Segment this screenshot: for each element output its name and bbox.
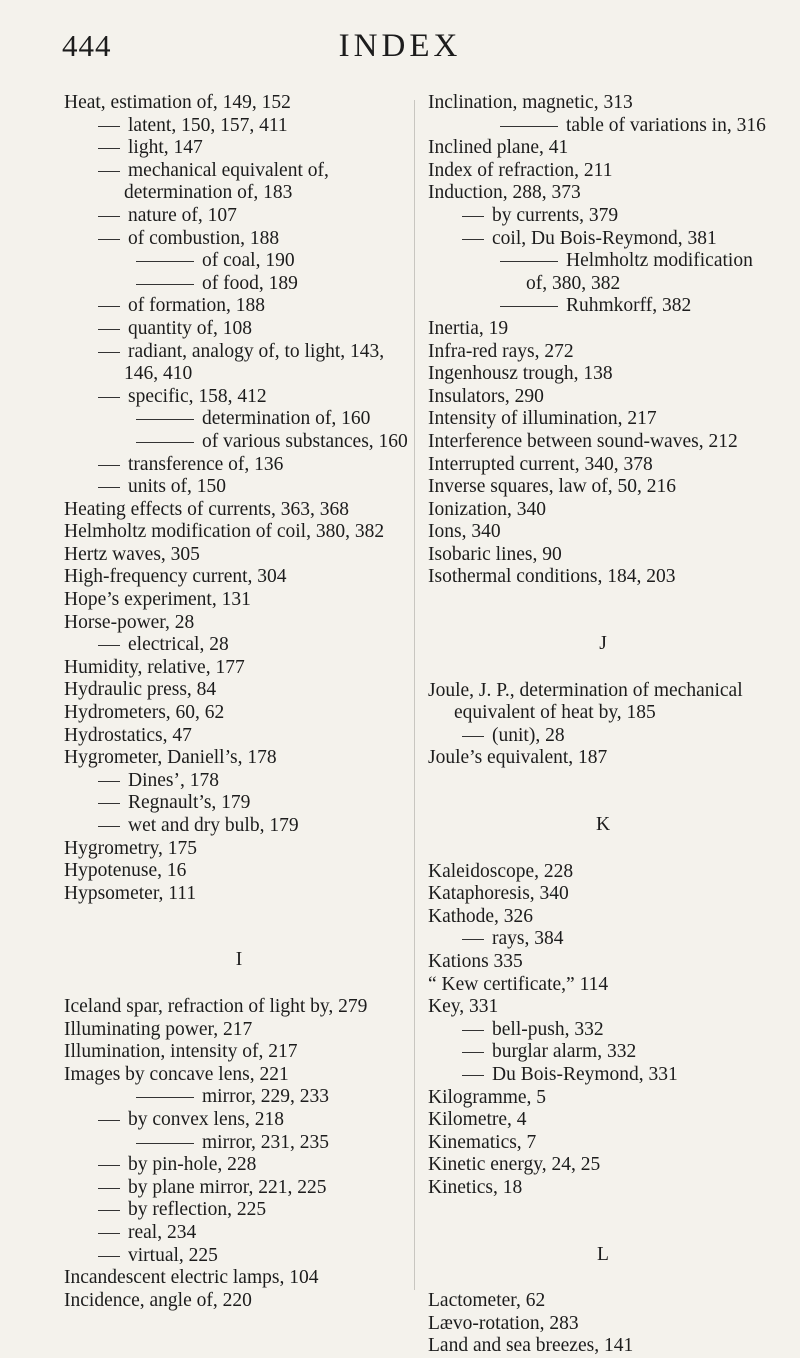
ditto-dash [98,318,128,341]
entry-text: Inverse squares, law of, 50, 216 [428,476,677,498]
ditto-dash [136,1086,202,1109]
entry-text: Intensity of illumination, 217 [428,408,657,430]
entry-text: wet and dry bulb, 179 [128,815,299,836]
index-subentry [64,1245,414,1268]
index-entry [64,1041,414,1064]
entry-text: Hydraulic press, 84 [64,679,217,701]
index-column-left [64,92,414,1312]
index-entry [428,544,778,567]
entry-text: Ions, 340 [428,521,501,543]
section-letter: I [235,949,243,971]
index-subentry [428,115,778,138]
entry-text: Joule, J. P., determination of mechanical equivalent of heat by, 185 [428,679,743,724]
index-entry [64,725,414,748]
index-entry [428,318,778,341]
index-entry [428,137,778,160]
ditto-dash [98,770,128,793]
ditto-dash [98,228,128,251]
entry-text: radiant, analogy of, to light, 143, 146, 410 [124,340,385,385]
entry-text: (unit), 28 [492,724,565,746]
ditto-dash [462,1064,492,1087]
ditto-dash [98,1154,128,1177]
entry-text: Regnault’s, 179 [128,792,251,814]
section-letter: J [599,633,607,655]
index-subentry [428,205,778,228]
ditto-dash [98,815,128,838]
index-subentry [64,792,414,815]
index-entry [428,747,778,770]
entry-text: Images by concave lens, 221 [64,1063,289,1085]
entry-text: of various substances, 160 [202,430,408,452]
index-entry [64,838,414,861]
entry-text: Kataphoresis, 340 [428,883,569,905]
entry-text: Horse-power, 28 [64,611,195,633]
index-subentry [64,408,414,431]
index-entry [428,182,778,205]
index-subentry [64,228,414,251]
index-subentry [428,1019,778,1042]
entry-text: Interference between sound-waves, 212 [428,430,738,452]
index-entry [64,612,414,635]
entry-text: of combustion, 188 [128,227,280,249]
entry-text: High-frequency current, 304 [64,566,287,588]
index-entry [64,92,414,115]
entry-text: mirror, 229, 233 [202,1086,330,1108]
ditto-dash [98,160,128,183]
index-entry [428,1132,778,1155]
page-number: 444 [62,28,112,63]
index-subentry [428,725,778,748]
entry-text: Key, 331 [428,996,499,1018]
index-entry [428,1313,778,1336]
ditto-dash [98,476,128,499]
index-entry [64,544,414,567]
index-entry [64,1019,414,1042]
ditto-dash [462,1019,492,1042]
entry-text: nature of, 107 [128,204,237,226]
ditto-dash [500,250,566,273]
entry-text: Kinetic energy, 24, 25 [428,1154,601,1176]
index-subentry [428,1064,778,1087]
index-entry [64,996,414,1019]
entry-text: Joule’s equivalent, 187 [428,747,608,769]
ditto-dash [98,792,128,815]
entry-text: Incidence, angle of, 220 [64,1289,252,1311]
ditto-dash [98,137,128,160]
ditto-dash [136,431,202,454]
entry-text: Kaleidoscope, 228 [428,860,574,882]
index-entry [64,521,414,544]
index-subentry [64,634,414,657]
index-entry [428,386,778,409]
index-subentry [64,1109,414,1132]
entry-text: units of, 150 [128,476,227,498]
ditto-dash [98,1222,128,1245]
index-entry [64,589,414,612]
index-subentry [64,1177,414,1200]
entry-text: electrical, 28 [128,634,229,656]
entry-text: Inclination, magnetic, 313 [428,92,633,113]
entry-text: Isobaric lines, 90 [428,543,562,565]
entry-text: Hypsometer, 111 [64,882,197,904]
index-entry [64,1064,414,1087]
entry-text: Lactometer, 62 [428,1290,546,1312]
entry-text: Heating effects of currents, 363, 368 [64,498,350,520]
index-subentry [64,815,414,838]
entry-text: mechanical equivalent of, determination of, 183 [124,159,329,204]
entry-text: Hope’s experiment, 131 [64,589,251,611]
entry-text: coil, Du Bois-Reymond, 381 [492,227,717,249]
index-subentry [64,137,414,160]
entry-text: bell-push, 332 [492,1018,604,1040]
ditto-dash [98,1245,128,1268]
entry-text: Dines’, 178 [128,769,219,791]
index-entry [428,974,778,997]
ditto-dash [98,454,128,477]
entry-text: Hydrostatics, 47 [64,724,192,746]
index-subentry [64,476,414,499]
ditto-dash [500,295,566,318]
entry-text: Lævo-rotation, 283 [428,1312,579,1334]
entry-text: of formation, 188 [128,295,266,317]
index-entry [64,747,414,770]
index-subentry [64,1199,414,1222]
ditto-dash [136,408,202,431]
index-column-right [428,92,778,1358]
index-entry [64,702,414,725]
entry-text: Kinetics, 18 [428,1176,523,1198]
entry-text: transference of, 136 [128,453,284,475]
entry-text: burglar alarm, 332 [492,1041,637,1063]
index-entry [428,996,778,1019]
entry-text: rays, 384 [492,928,564,950]
index-entry [428,499,778,522]
entry-text: Helmholtz modification of, 380, 382 [526,250,753,294]
index-entry [64,499,414,522]
entry-text: determination of, 160 [202,408,371,430]
index-entry [428,680,778,725]
entry-text: of food, 189 [202,272,298,294]
index-subentry [428,1041,778,1064]
index-entry [428,92,778,115]
entry-text: by currents, 379 [492,204,619,226]
index-subentry [64,250,414,273]
entry-text: Infra-red rays, 272 [428,340,574,362]
entry-text: by convex lens, 218 [128,1108,284,1130]
page-header [0,28,800,78]
index-entry [428,1154,778,1177]
index-entry [428,883,778,906]
entry-text: by pin-hole, 228 [128,1154,257,1176]
entry-text: Illuminating power, 217 [64,1018,253,1040]
index-entry [64,679,414,702]
index-subentry [64,273,414,296]
entry-text: Hypotenuse, 16 [64,860,187,882]
entry-text: Index of refraction, 211 [428,159,613,181]
index-entry [64,1267,414,1290]
index-entry [428,1109,778,1132]
index-subentry [64,386,414,409]
ditto-dash [98,115,128,138]
entry-text: by reflection, 225 [128,1199,267,1221]
entry-text: virtual, 225 [128,1244,218,1266]
entry-text: Ionization, 340 [428,498,547,520]
entry-text: Helmholtz modification of coil, 380, 382 [64,521,385,543]
ditto-dash [98,1199,128,1222]
index-entry [428,454,778,477]
entry-text: of coal, 190 [202,250,295,272]
index-subentry [428,928,778,951]
entry-text: Incandescent electric lamps, 104 [64,1267,319,1289]
entry-text: “ Kew certificate,” 114 [428,973,609,995]
index-entry [428,160,778,183]
index-entry [428,476,778,499]
entry-text: Inclined plane, 41 [428,137,569,159]
index-entry [64,566,414,589]
index-subentry [64,160,414,205]
entry-text: Inertia, 19 [428,317,509,339]
ditto-dash [462,228,492,251]
entry-text: real, 234 [128,1221,197,1243]
index-subentry [64,295,414,318]
index-entry [428,906,778,929]
index-entry [428,861,778,884]
entry-text: table of variations in, 316 [566,114,766,136]
entry-text: Heat, estimation of, 149, 152 [64,92,291,113]
entry-text: Iceland spar, refraction of light by, 279 [64,995,368,1017]
entry-text: Hydrometers, 60, 62 [64,702,225,724]
entry-text: Hygrometer, Daniell’s, 178 [64,747,277,769]
index-subentry [64,1222,414,1245]
ditto-dash [98,634,128,657]
ditto-dash [462,1041,492,1064]
ditto-dash [98,205,128,228]
entry-text: Du Bois-Reymond, 331 [492,1063,678,1085]
index-subentry [64,1154,414,1177]
entry-text: Ingenhousz trough, 138 [428,363,613,385]
index-entry [428,341,778,364]
index-subentry [428,295,778,318]
index-entry [428,408,778,431]
entry-text: Kinematics, 7 [428,1131,537,1153]
ditto-dash [462,928,492,951]
entry-text: mirror, 231, 235 [202,1131,330,1153]
entry-text: by plane mirror, 221, 225 [128,1176,327,1198]
entry-text: Kations 335 [428,951,523,972]
index-subentry [64,341,414,386]
entry-text: Hygrometry, 175 [64,837,198,859]
entry-text: Induction, 288, 373 [428,182,581,204]
index-subentry [64,1132,414,1155]
ditto-dash [98,1177,128,1200]
ditto-dash [500,115,566,138]
ditto-dash [98,1109,128,1132]
index-entry [64,657,414,680]
index-subentry [64,205,414,228]
entry-text: specific, 158, 412 [128,385,267,407]
index-entry [428,566,778,589]
ditto-dash [98,386,128,409]
entry-text: quantity of, 108 [128,317,253,339]
ditto-dash [98,341,128,364]
index-entry [428,1087,778,1110]
section-letter: K [595,814,611,836]
ditto-dash [136,1132,202,1155]
index-subentry [64,454,414,477]
ditto-dash [462,205,492,228]
entry-text: Illumination, intensity of, 217 [64,1041,298,1063]
index-entry [428,1290,778,1313]
index-entry [64,860,414,883]
entry-text: Isothermal conditions, 184, 203 [428,566,676,588]
index-entry [428,1335,778,1358]
index-entry [64,883,414,906]
entry-text: Ruhmkorff, 382 [566,295,692,317]
index-entry [428,1177,778,1200]
index-subentry [64,1086,414,1109]
index-subentry [64,318,414,341]
index-subentry [428,250,778,295]
entry-text: light, 147 [128,137,203,159]
index-entry [428,521,778,544]
entry-text: Kilogramme, 5 [428,1086,547,1108]
index-subentry [428,228,778,251]
index-subentry [64,770,414,793]
index-entry [428,363,778,386]
index-subentry [64,431,414,454]
ditto-dash [98,295,128,318]
entry-text: Insulators, 290 [428,385,544,407]
entry-text: Kilometre, 4 [428,1109,527,1131]
index-entry [64,1290,414,1313]
index-subentry [64,115,414,138]
ditto-dash [136,250,202,273]
page-title: INDEX [338,28,462,64]
section-letter: L [597,1243,609,1265]
entry-text: Humidity, relative, 177 [64,656,245,678]
entry-text: Hertz waves, 305 [64,543,200,565]
column-divider [414,100,415,1290]
entry-text: latent, 150, 157, 411 [128,114,288,136]
index-entry [428,431,778,454]
index-entry [428,951,778,974]
ditto-dash [462,725,492,748]
ditto-dash [136,273,202,296]
entry-text: Interrupted current, 340, 378 [428,453,653,475]
entry-text: Land and sea breezes, 141 [428,1335,634,1357]
entry-text: Kathode, 326 [428,905,534,927]
